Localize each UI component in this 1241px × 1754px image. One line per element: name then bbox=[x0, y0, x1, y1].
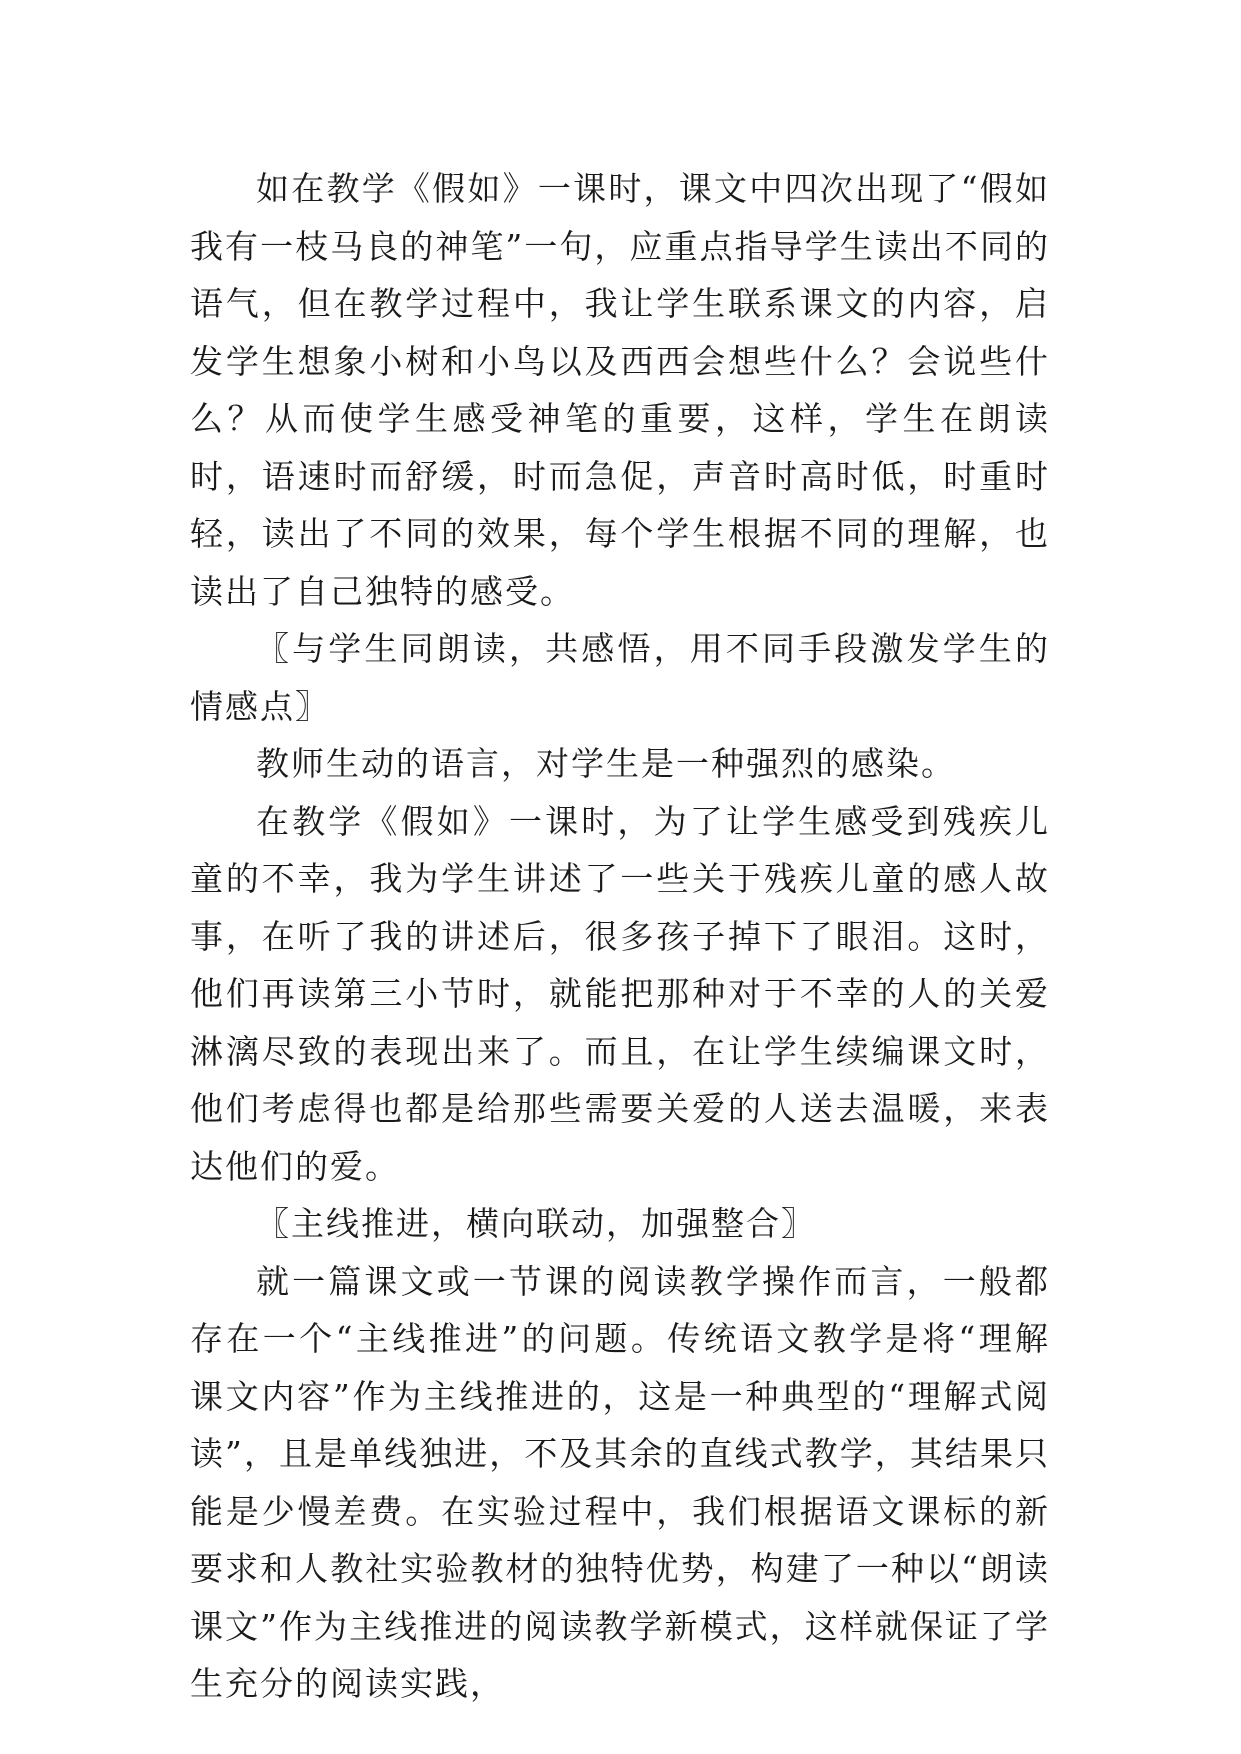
paragraph-teacher-language: 教师生动的语言，对学生是一种强烈的感染。 bbox=[256, 744, 956, 783]
paragraph-reading-example: 如在教学《假如》一课时，课文中四次出现了“假如我有一枝马良的神笔”一句，应重点指导学生读出不同的语气，但在教学过程中，我让学生联系课文的内容，启发学生想象小树和小鸟以及西西会想些什么？会说些什么？从而使学生感受神笔的重要，这样，学生在朗读时，语速时而舒缓，时而急促，声音时高时低，时重时轻，读出了不同的效果，每个学生根据不同的理解，也读出了自己独特的感受。 bbox=[190, 169, 1050, 611]
section-heading-mainline: 〖主线推进，横向联动，加强整合〗 bbox=[256, 1204, 816, 1243]
section-heading-emotion: 〖与学生同朗读，共感悟，用不同手段激发学生的情感点〗 bbox=[190, 629, 1050, 726]
paragraph-disabled-children: 在教学《假如》一课时，为了让学生感受到残疾儿童的不幸，我为学生讲述了一些关于残疾儿童的感人故事，在听了我的讲述后，很多孩子掉下了眼泪。这时，他们再读第三小节时，就能把那种对于不幸的人的关爱淋漓尽致的表现出来了。而且，在让学生续编课文时，他们考虑得也都是给那些需要关爱的人送去温暖，来表达他们的爱。 bbox=[190, 801, 1050, 1186]
document-body bbox=[190, 160, 1050, 1713]
paragraph-mainline-reading: 就一篇课文或一节课的阅读教学操作而言，一般都存在一个“主线推进”的问题。传统语文教学是将“理解课文内容”作为主线推进的，这是一种典型的“理解式阅读”，且是单线独进，不及其余的直线式教学，其结果只能是少慢差费。在实验过程中，我们根据语文课标的新要求和人教社实验教材的独特优势，构建了一种以“朗读课文”作为主线推进的阅读教学新模式，这样就保证了学生充分的阅读实践， bbox=[190, 1261, 1050, 1703]
